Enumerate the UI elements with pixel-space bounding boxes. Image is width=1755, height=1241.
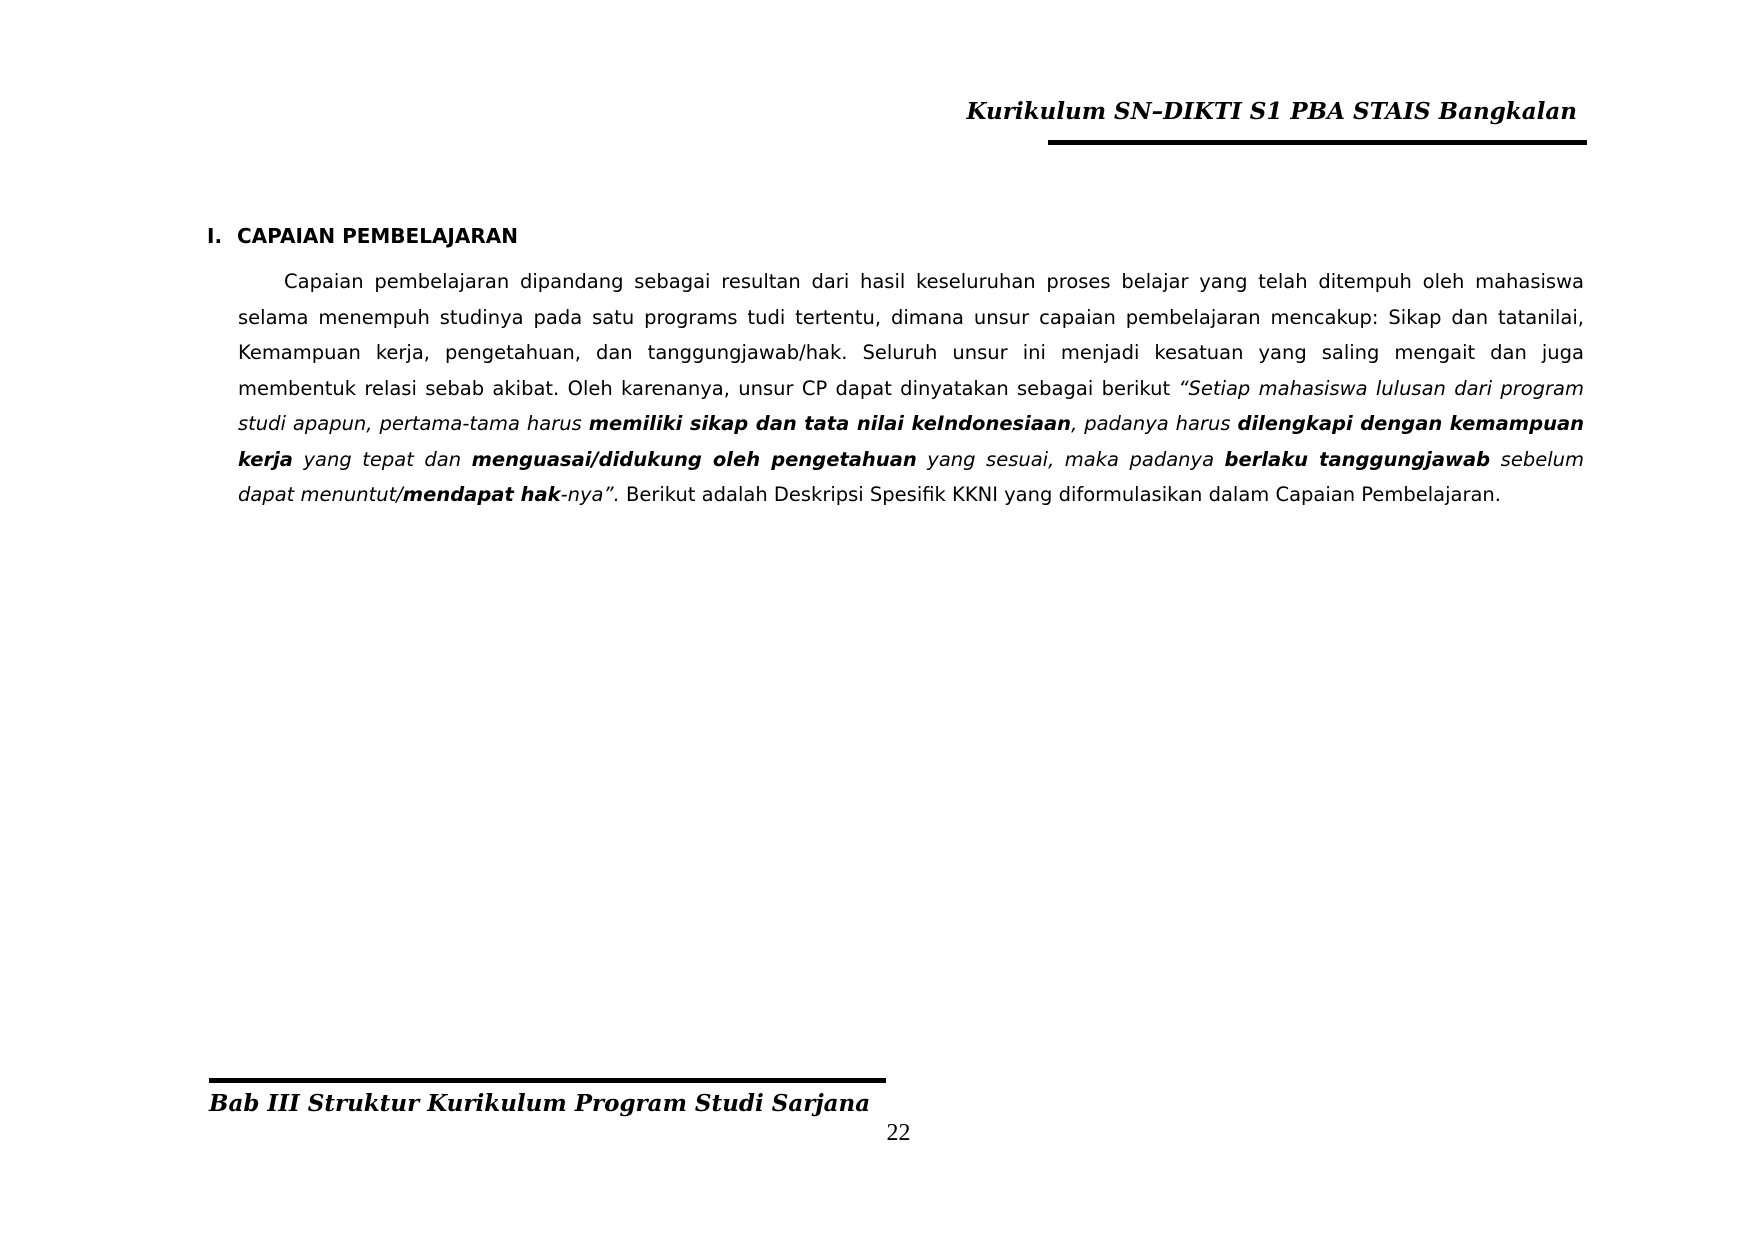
paragraph-run-plain: Capaian pembelajaran dipandang sebagai resultan dari hasil keseluruhan proses belajar yang telah ditempuh oleh mahasiswa selama menempuh studinya pada satu programs tudi tertentu, dimana unsur capaian pembelajaran mencakup: Sikap dan tatanilai, Kemampuan kerja, pengetahuan, dan tanggungjawab/hak. Seluruh unsur ini menjadi kesatuan yang saling mengait dan juga membentuk relasi sebab akibat. Oleh karenanya, unsur CP dapat dinyatakan sebagai berikut	[238, 270, 1584, 400]
section-number: I.	[207, 224, 223, 248]
paragraph-run-bold-italic: dilengkapi dengan kemampuan kerja	[238, 412, 1584, 471]
paragraph-run-plain: Berikut adalah Deskripsi Spesifik KKNI yang diformulasikan dalam Capaian Pembelajaran.	[619, 483, 1501, 506]
paragraph-run-italic: sebelum dapat menuntut/	[238, 447, 1584, 506]
paragraph-run-italic: -nya”.	[560, 483, 620, 506]
paragraph-run-italic: yang sesuai, maka padanya	[916, 447, 1225, 471]
running-footer-title: Bab III Struktur Kurikulum Program Studi Sarjana	[209, 1090, 871, 1117]
paragraph-run-italic: “Setiap mahasiswa lulusan dari program studi apapun, pertama-tama harus	[238, 376, 1584, 435]
body-paragraph	[238, 264, 1584, 513]
paragraph-run-bold-italic: berlaku tanggungjawab	[1224, 447, 1491, 471]
paragraph-run-italic: yang tepat dan	[292, 447, 472, 471]
section-heading-text: CAPAIAN PEMBELAJARAN	[237, 224, 518, 248]
paragraph-run-bold-italic: menguasai/didukung oleh pengetahuan	[471, 447, 917, 471]
paragraph-run-italic: , padanya harus	[1071, 412, 1238, 435]
running-header-title: Kurikulum SN–DIKTI S1 PBA STAIS Bangkalan	[966, 98, 1577, 125]
footer-rule	[209, 1078, 886, 1083]
paragraph-run-bold-italic: mendapat hak	[402, 483, 561, 506]
section-heading	[207, 224, 518, 248]
header-rule	[1048, 140, 1587, 145]
paragraph-run-bold-italic: memiliki sikap dan tata nilai keIndonesiaan	[588, 412, 1072, 435]
page-number: 22	[886, 1120, 911, 1146]
